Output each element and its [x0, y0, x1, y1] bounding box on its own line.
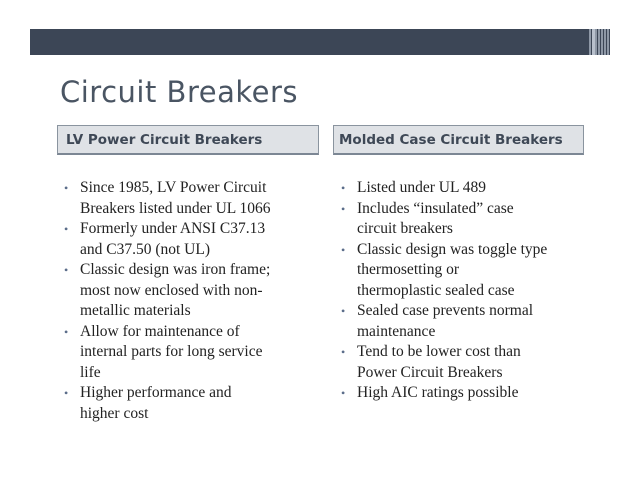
- molded-case-bullet-item: [337, 199, 597, 240]
- molded-case-bullet-line: thermosetting or: [357, 261, 460, 278]
- molded-case-bullet-item: [337, 342, 597, 383]
- bullet-dot-icon: •: [64, 386, 69, 400]
- molded-case-bullet-item: [337, 240, 597, 302]
- top-decorative-bar: [30, 29, 610, 55]
- top-bar-dark-segment: [30, 29, 588, 55]
- lv-power-bullet-list: [60, 178, 320, 424]
- bullet-dot-icon: •: [64, 181, 69, 195]
- lv-power-bullet-line: Breakers listed under UL 1066: [80, 199, 271, 217]
- molded-case-bullet-line: thermoplastic sealed case: [357, 281, 515, 299]
- bullet-dot-icon: •: [64, 222, 69, 236]
- molded-case-bullet-line: Tend to be lower cost than: [357, 343, 521, 360]
- lv-power-bullet-line: life: [80, 363, 101, 381]
- lv-power-bullet-line: higher cost: [80, 404, 149, 422]
- lv-power-header: LV Power Circuit Breakers: [57, 125, 319, 155]
- molded-case-header: Molded Case Circuit Breakers: [333, 125, 584, 155]
- molded-case-bullet-item: [337, 178, 597, 199]
- bullet-dot-icon: •: [341, 201, 346, 216]
- lv-power-bullet-line: Formerly under ANSI C37.13: [80, 220, 266, 237]
- molded-case-bullet-line: circuit breakers: [357, 220, 453, 237]
- slide-title: Circuit Breakers: [60, 75, 298, 109]
- bullet-dot-icon: •: [64, 324, 69, 339]
- molded-case-bullet-line: maintenance: [357, 322, 436, 340]
- molded-case-bullet-line: Power Circuit Breakers: [357, 363, 503, 381]
- molded-case-bullet-line: High AIC ratings possible: [357, 384, 519, 401]
- lv-power-bullet-line: metallic materials: [80, 302, 191, 319]
- lv-power-bullet-line: Higher performance and: [80, 384, 232, 401]
- bullet-dot-icon: •: [64, 263, 69, 277]
- lv-power-bullet-line: and C37.50 (not UL): [80, 240, 211, 258]
- molded-case-bullet-line: Listed under UL 489: [357, 179, 486, 196]
- top-bar-accent-line: [592, 29, 595, 55]
- molded-case-bullet-line: Classic design was toggle type: [357, 240, 548, 258]
- lv-power-bullet-item: [60, 178, 320, 219]
- lv-power-bullet-line: Allow for maintenance of: [80, 322, 240, 340]
- bullet-dot-icon: •: [341, 345, 346, 359]
- bullet-dot-icon: •: [341, 304, 346, 318]
- lv-power-bullet-line: internal parts for long service: [80, 343, 263, 360]
- lv-power-bullet-line: Classic design was iron frame;: [80, 261, 271, 278]
- lv-power-bullet-item: [60, 322, 320, 384]
- bullet-dot-icon: •: [341, 181, 346, 195]
- molded-case-bullet-item: [337, 383, 597, 404]
- lv-power-bullet-item: [60, 383, 320, 424]
- molded-case-bullet-line: Includes “insulated” case: [357, 199, 514, 217]
- lv-power-bullet-item: [60, 260, 320, 322]
- molded-case-bullet-item: [337, 301, 597, 342]
- bullet-dot-icon: •: [341, 386, 346, 400]
- molded-case-bullet-list: [337, 178, 597, 404]
- molded-case-bullet-line: Sealed case prevents normal: [357, 302, 534, 319]
- lv-power-bullet-item: [60, 219, 320, 260]
- lv-power-bullet-line: Since 1985, LV Power Circuit: [80, 179, 267, 196]
- lv-power-bullet-line: most now enclosed with non-: [80, 281, 263, 299]
- bullet-dot-icon: •: [341, 242, 346, 257]
